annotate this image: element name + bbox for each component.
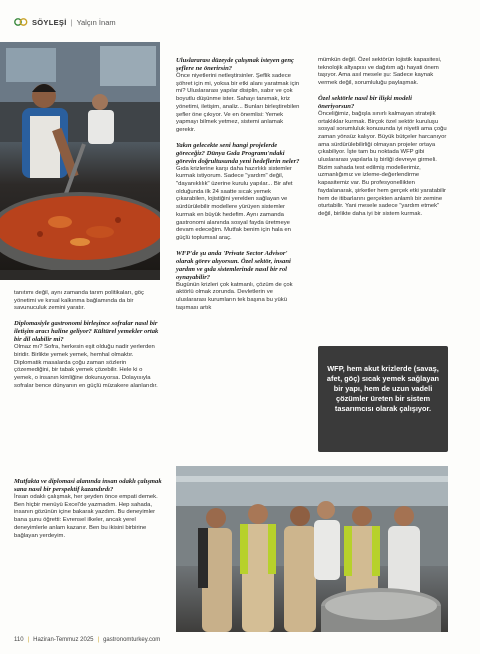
paragraph: Gıda krizlerine karşı daha hazırlıklı sistemler kurmak istiyorum. Sadece "yardım" değil, "dayanıklılık" üzerine kurulu yapılar... Bir afet olduğunda ilk 24 saatte sıcak yemek çıkarabilen, lojistiğini yerelden sağlayan ve sürdürülebilir modellere yürüyen sistemler kurmak en büyük hedefim. Aynı zamanda gastronomi alanında sosyal fayda üretmeye devam edeceğim. Mutfak benim için hala en güçlü toplumsal araç. (176, 165, 293, 241)
page-number: 110 (14, 637, 24, 643)
author-name: Yalçın İnam (76, 17, 116, 27)
question: Diplomasiyle gastronomi birleşince sofralar nasıl bir iletişim aracı haline geliyor? Kültürel yemekler ortak bir dil olabilir mi? (14, 320, 159, 344)
column-2 (176, 57, 300, 312)
paragraph: İnsan odaklı çalışmak, her şeyden önce empati demek. Ben hiçbir menüyü Excel'de yazmadım. Hep sahada, insanın gözünün içine bakarak yazdım. Bu deneyimler bana şunu öğretti: Evrensel ilkeler, ancak yerel deneyimlerle anlam kazanır. Ben bu ikisini birbirine bağlayan yerdeyim. (14, 494, 158, 539)
column-1-bottom (14, 478, 162, 540)
page-header (14, 16, 116, 28)
section-title: SÖYLEŞİ (32, 17, 67, 27)
footer-separator: | (27, 637, 30, 643)
question: Uluslararası düzeyde çalışmak isteyen genç şeflere ne önerirsin? (176, 57, 294, 72)
question: Özel sektörle nasıl bir ilişki modeli öneriyorsun? (318, 94, 412, 110)
paragraph: mümkün değil. Özel sektörün lojistik kapasitesi, teknolojik altyapısı ve dağıtım ağı hayati önem taşıyor. Ama asıl mesele şu: Sadece kaynak vermek değil, sorumluluğu paylaşmak. (318, 57, 442, 87)
question: Mutfakta ve diplomasi alanında insan odaklı çalışmak sana nasıl bir perspektif kazandırdı? (14, 478, 162, 493)
website: gastronomturkey.com (103, 637, 161, 643)
column-1-top (14, 290, 160, 390)
paragraph: Bugünün krizleri çok katmanlı, çözüm de çok aktörlü olmak zorunda. Devletlerin ve uluslararası kurumların tek başına bu yükü taşıması artık (176, 281, 293, 311)
chef-cooking-illustration (0, 42, 160, 280)
footer-separator: | (97, 637, 100, 643)
chefs-group-photo (176, 466, 448, 632)
page-footer (14, 637, 160, 643)
paragraph: Önceliğimiz, bağışla sınırlı kalmayan stratejik ortaklıklar kurmak. Birçok özel sektör kuruluşu sosyal sorumluluk konusunda iyi niyetli ama çoğu zaman yönsüz kalıyor. Büyük bütçeler harcanıyor ama sürdürülebilirliği olmayan projeler ortaya çıkabiliyor. İşte tam bu noktada WFP gibi uluslararası yapılarla iş birliği devreye girmeli. Bizim sahada test edilmiş modellerimiz, uzmanlığımız ve izleme-değerlendirme kapasitemiz var. Bu profesyonellikten faydalanarak, şirketler hem gerçek etki yaratabilir hem de itibarlarını gerçekten anlamlı bir zemine oturtabilir. Yani mesele sadece "yardım etmek" değil, birlikte daha iyi bir sistem kurmak. (318, 110, 447, 217)
column-3 (318, 57, 448, 219)
header-separator: | (70, 17, 73, 27)
chef-cooking-photo (0, 42, 160, 280)
issue-date: Haziran-Temmuz 2025 (33, 637, 94, 643)
paragraph: tanıtımı değil, aynı zamanda tarım politikaları, göç yönetimi ve kırsal kalkınma bağlamında da bir savunuculuk zemini yaratır. (14, 290, 144, 312)
dining-logo-icon (14, 17, 28, 27)
question: Yakın gelecekte seni hangi projelerde göreceğiz? Dünya Gıda Programı'ndaki görevin doğrultusunda yeni hedeflerin neler? (176, 141, 300, 165)
question: WFP'de şu anda 'Private Sector Advisor' olarak görev alıyorsun. Özel sektör, insani yardım ve gıda sistemlerinde nasıl bir rol oynayabilir? (176, 249, 291, 281)
chefs-group-illustration (176, 466, 448, 632)
paragraph: Olmaz mı? Sofra, herkesin eşit olduğu nadir yerlerden biridir. Birlikte yemek yemek, hemhal olmaktır. Diplomatik masalarda çoğu zaman sözlerin çözemediğini, bir tabak yemek çözebilir. Hele ki o yemek, o insanın kimliğine dokunuyorsa. Dolayısıyla sofralar bence dünyanın en güçlü müzakere alanlarıdır. (14, 344, 158, 389)
pull-quote: WFP, hem akut krizlerde (savaş, afet, göç) sıcak yemek sağlayan bir yapı, hem de uzun vadeli çözümler üreten bir sistem tasarımcısı olarak çalışıyor. (318, 346, 448, 452)
paragraph: Önce niyetlerini netleştirsinler. Şeflik sadece şöhret için mi, yoksa bir etki alanı yaratmak için mi? Uluslararası yapılar disiplin, sabır ve çok boyutlu düşünme ister. Sahayı tanımak, kriz yönetimi, iletişim, analiz... Bunları birleştirebilen şefler öne çıkıyor. Ve en önemlisi: Yemek yapmayı bilmek yetmez, sistemi anlamak gerekir. (176, 73, 300, 133)
